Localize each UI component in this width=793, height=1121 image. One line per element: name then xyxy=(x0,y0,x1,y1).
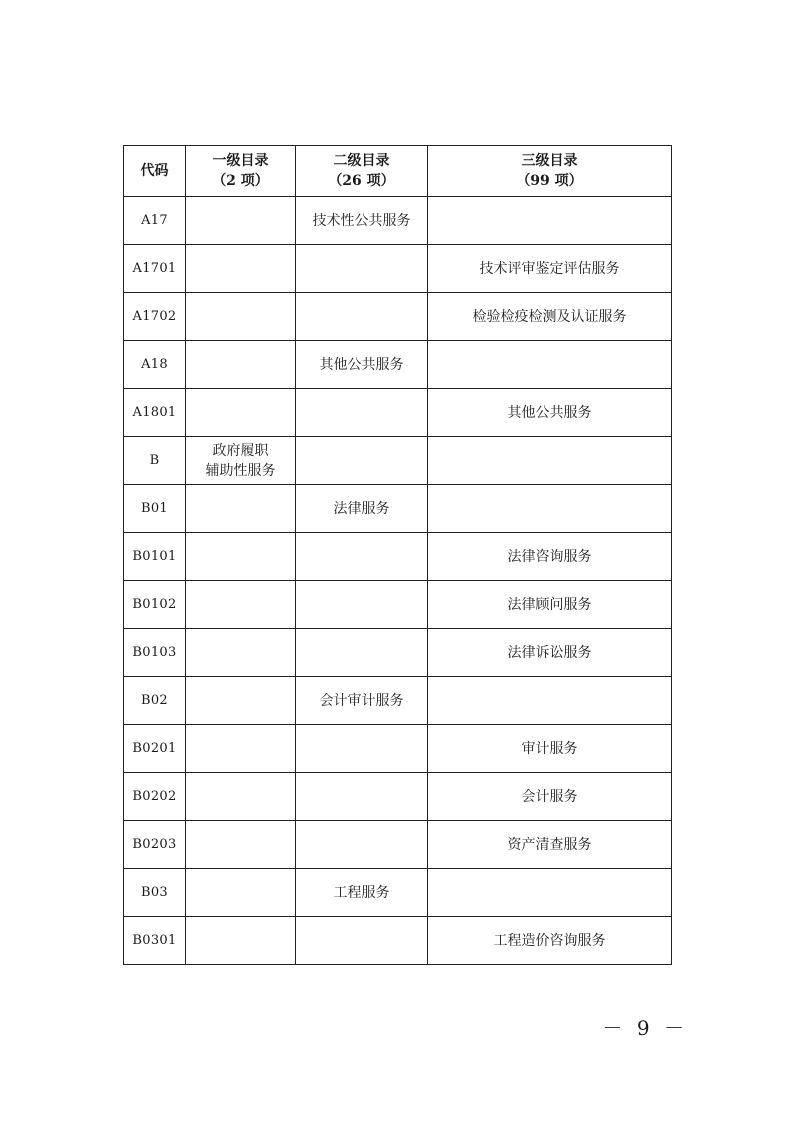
cell-level3: 资产清查服务 xyxy=(428,821,672,869)
cell-level1-line: 辅助性服务 xyxy=(205,462,276,479)
cell-level3 xyxy=(428,677,672,725)
cell-code: B01 xyxy=(124,485,186,533)
cell-code: A18 xyxy=(124,341,186,389)
cell-level3: 法律顾问服务 xyxy=(428,581,672,629)
header-level1 xyxy=(186,146,296,197)
cell-level2 xyxy=(296,293,428,341)
cell-level3: 检验检疫检测及认证服务 xyxy=(428,293,672,341)
cell-level2 xyxy=(296,821,428,869)
cell-level3 xyxy=(428,197,672,245)
header-level3-count: （99 项） xyxy=(516,173,583,189)
header-level2-count: （26 项） xyxy=(328,173,395,189)
header-level3-title: 三级目录 xyxy=(521,153,578,169)
cell-code: B0202 xyxy=(124,773,186,821)
cell-code: B02 xyxy=(124,677,186,725)
cell-level2 xyxy=(296,245,428,293)
cell-level3 xyxy=(428,341,672,389)
cell-code: A1701 xyxy=(124,245,186,293)
cell-level1 xyxy=(186,197,296,245)
table-row xyxy=(124,197,672,245)
cell-code: A1702 xyxy=(124,293,186,341)
cell-level1 xyxy=(186,725,296,773)
cell-level2 xyxy=(296,437,428,485)
table-body xyxy=(124,197,672,965)
cell-code: B0203 xyxy=(124,821,186,869)
cell-level2 xyxy=(296,533,428,581)
cell-level3: 其他公共服务 xyxy=(428,389,672,437)
cell-level3 xyxy=(428,869,672,917)
cell-level3 xyxy=(428,485,672,533)
cell-level1 xyxy=(186,437,296,485)
cell-level3: 法律诉讼服务 xyxy=(428,629,672,677)
cell-level3: 工程造价咨询服务 xyxy=(428,917,672,965)
table-row xyxy=(124,725,672,773)
cell-level2: 法律服务 xyxy=(296,485,428,533)
header-level1-count: （2 项） xyxy=(212,173,269,189)
cell-level2: 其他公共服务 xyxy=(296,341,428,389)
cell-level2 xyxy=(296,773,428,821)
cell-level1 xyxy=(186,917,296,965)
cell-code: A1801 xyxy=(124,389,186,437)
table-row xyxy=(124,533,672,581)
cell-level3 xyxy=(428,437,672,485)
cell-level1 xyxy=(186,869,296,917)
header-level2 xyxy=(296,146,428,197)
table-row xyxy=(124,629,672,677)
cell-level1 xyxy=(186,485,296,533)
cell-level3: 会计服务 xyxy=(428,773,672,821)
cell-code: B0103 xyxy=(124,629,186,677)
cell-level1 xyxy=(186,389,296,437)
cell-level2 xyxy=(296,389,428,437)
cell-level2 xyxy=(296,629,428,677)
header-level3 xyxy=(428,146,672,197)
cell-code: B xyxy=(124,437,186,485)
page-number: － 9 － xyxy=(602,1016,688,1040)
cell-level1 xyxy=(186,821,296,869)
table-row xyxy=(124,245,672,293)
cell-level2: 技术性公共服务 xyxy=(296,197,428,245)
cell-level2 xyxy=(296,581,428,629)
table-row xyxy=(124,869,672,917)
cell-level1 xyxy=(186,341,296,389)
table-row xyxy=(124,581,672,629)
cell-level2 xyxy=(296,725,428,773)
table-row xyxy=(124,773,672,821)
header-code: 代码 xyxy=(124,146,186,197)
table-row xyxy=(124,341,672,389)
cell-level2: 会计审计服务 xyxy=(296,677,428,725)
cell-level3: 法律咨询服务 xyxy=(428,533,672,581)
header-level1-title: 一级目录 xyxy=(212,153,269,169)
table-header-row xyxy=(124,146,672,197)
table-row xyxy=(124,917,672,965)
service-catalog-table xyxy=(123,145,672,965)
cell-code: B0102 xyxy=(124,581,186,629)
table-row xyxy=(124,677,672,725)
table-row xyxy=(124,485,672,533)
table-row xyxy=(124,389,672,437)
cell-code: B0101 xyxy=(124,533,186,581)
cell-level2 xyxy=(296,917,428,965)
cell-level1 xyxy=(186,677,296,725)
cell-level2: 工程服务 xyxy=(296,869,428,917)
cell-code: A17 xyxy=(124,197,186,245)
cell-level1 xyxy=(186,293,296,341)
table-row xyxy=(124,293,672,341)
cell-code: B0301 xyxy=(124,917,186,965)
header-level2-title: 二级目录 xyxy=(333,153,390,169)
cell-level1 xyxy=(186,629,296,677)
cell-level3: 审计服务 xyxy=(428,725,672,773)
cell-code: B03 xyxy=(124,869,186,917)
table-row xyxy=(124,437,672,485)
cell-level1 xyxy=(186,581,296,629)
cell-level1-line: 政府履职 xyxy=(212,442,269,459)
cell-level1 xyxy=(186,245,296,293)
cell-level1 xyxy=(186,773,296,821)
cell-code: B0201 xyxy=(124,725,186,773)
cell-level3: 技术评审鉴定评估服务 xyxy=(428,245,672,293)
cell-level1 xyxy=(186,533,296,581)
table-row xyxy=(124,821,672,869)
